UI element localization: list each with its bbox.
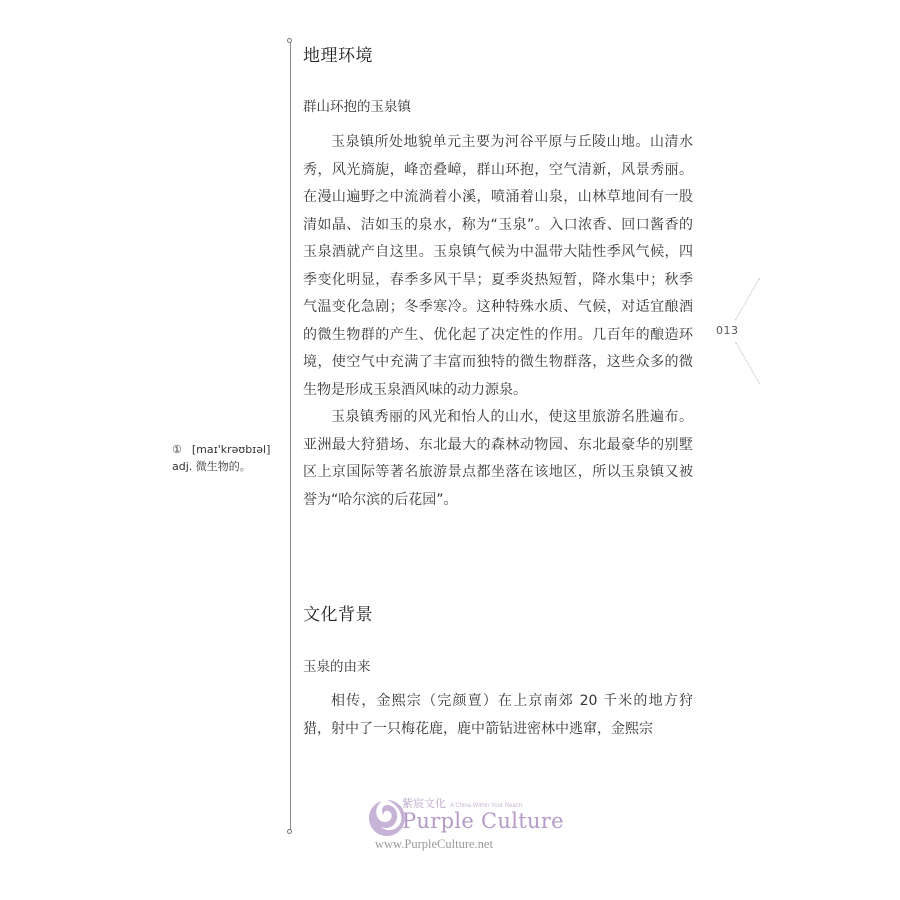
- watermark-url: www.PurpleCulture.net: [375, 837, 493, 851]
- watermark-brand: Purple Culture: [402, 809, 564, 833]
- section1-paragraph-2: 玉泉镇秀丽的风光和怡人的山水，使这里旅游名胜遍布。亚洲最大狩猎场、东北最大的森林动物园、东北最豪华的别墅区上京国际等著名旅游景点都坐落在该地区，所以玉泉镇又被誉为“哈尔滨的后花园”。: [303, 409, 693, 508]
- footnote-line-1: [172, 441, 270, 458]
- rule-bottom-dot: [287, 829, 292, 834]
- rule-top-dot: [287, 38, 292, 43]
- section2-body: [303, 688, 693, 743]
- margin-rule: [290, 42, 291, 832]
- page-number: 013: [716, 324, 739, 337]
- watermark: [366, 793, 564, 855]
- section-title-culture: 文化背景: [303, 605, 373, 625]
- watermark-cn-text: 紫宸文化: [402, 797, 446, 810]
- footnote: [172, 441, 270, 475]
- footnote-number: ①: [172, 443, 182, 456]
- section2-paragraph-1: 相传，金熙宗（完颜亶）在上京南郊 20 千米的地方狩猎，射中了一只梅花鹿，鹿中箭钻进密林中逃窜，金熙宗: [303, 693, 693, 737]
- footnote-phonetic: [maɪ'krəʊbɪəl]: [191, 443, 271, 456]
- section1-body: [303, 129, 693, 514]
- page-number-ornament-top: [735, 278, 760, 320]
- footnote-definition: adj. 微生物的。: [172, 460, 251, 473]
- section-title-geography: 地理环境: [303, 46, 373, 66]
- subhead-yuquan-town: 群山环抱的玉泉镇: [303, 99, 411, 115]
- page-number-ornament-bottom: [735, 342, 760, 384]
- subhead-origin-of-yuquan: 玉泉的由来: [303, 659, 371, 675]
- watermark-tagline: A China Within Your Reach: [450, 803, 523, 809]
- section1-paragraph-1: 玉泉镇所处地貌单元主要为河谷平原与丘陵山地。山清水秀，风光旖旎，峰峦叠嶂，群山环抱，空气清新，风景秀丽。在漫山遍野之中流淌着小溪，喷涌着山泉，山林草地间有一股清如晶、洁如玉的泉水，称为“玉泉”。入口浓香、回口酱香的玉泉酒就产自这里。玉泉镇气候为中温带大陆性季风气候，四季变化明显，春季多风干旱；夏季炎热短暂，降水集中；秋季气温变化急剧；冬季寒冷。这种特殊水质、气候，对适宜酿酒的微生物群的产生、优化起了决定性的作用。几百年的酿造环境，使空气中充满了丰富而独特的微生物群落，这些众多的微生物是形成玉泉酒风味的动力源泉。: [303, 134, 693, 398]
